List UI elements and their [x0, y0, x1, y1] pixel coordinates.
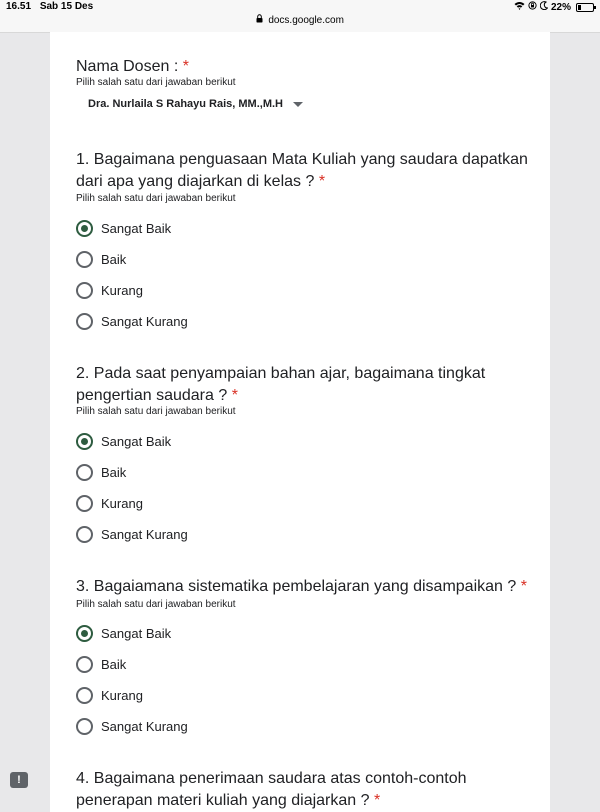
orientation-lock-icon	[528, 1, 537, 13]
q2-option-sangat-kurang[interactable]	[76, 524, 188, 544]
lecturer-title-text: Nama Dosen :	[76, 58, 179, 75]
url-bar[interactable]	[0, 14, 600, 33]
question-2-text: 2. Pada saat penyampaian bahan ajar, bagaimana tingkat pengertian saudara ?	[76, 365, 486, 404]
radio-button[interactable]	[76, 313, 93, 330]
q2-option-baik[interactable]	[76, 462, 126, 482]
question-4-text: 4. Bagaimana penerimaan saudara atas contoh-contoh penerapan materi kuliah yang diajarkan ?	[76, 770, 467, 809]
option-label: Sangat Kurang	[101, 526, 188, 542]
status-bar	[0, 0, 600, 14]
question-3-title	[76, 576, 531, 598]
status-right	[514, 1, 594, 13]
q1-option-sangat-baik[interactable]	[76, 218, 171, 238]
radio-button-checked[interactable]	[76, 433, 93, 450]
question-1-title	[76, 149, 531, 193]
question-1-text: 1. Bagaimana penguasaan Mata Kuliah yang saudara dapatkan dari apa yang diajarkan di kelas ?	[76, 151, 528, 190]
form-card	[50, 32, 550, 812]
q1-option-baik[interactable]	[76, 249, 126, 269]
radio-button-checked[interactable]	[76, 220, 93, 237]
radio-button[interactable]	[76, 718, 93, 735]
option-label: Sangat Baik	[101, 433, 172, 449]
status-time: 16.51	[6, 1, 32, 12]
lecturer-hint: Pilih salah satu dari jawaban berikut	[76, 77, 236, 88]
radio-button-checked[interactable]	[76, 625, 93, 642]
question-2-title	[76, 363, 531, 407]
option-label: Sangat Kurang	[101, 313, 188, 329]
feedback-icon[interactable]: !	[10, 772, 28, 788]
question-2-hint: Pilih salah satu dari jawaban berikut	[76, 406, 236, 417]
question-3-text: 3. Bagaiamana sistematika pembelajaran yang disampaikan ?	[76, 578, 517, 595]
radio-button[interactable]	[76, 687, 93, 704]
lock-icon	[256, 16, 265, 25]
battery-icon	[576, 3, 594, 12]
status-left	[6, 1, 99, 12]
option-label: Kurang	[101, 687, 143, 703]
radio-button[interactable]	[76, 495, 93, 512]
option-label: Kurang	[101, 495, 143, 511]
radio-button[interactable]	[76, 282, 93, 299]
moon-icon	[540, 1, 548, 13]
q3-option-sangat-baik[interactable]	[76, 623, 171, 643]
radio-button[interactable]	[76, 526, 93, 543]
lecturer-question-title	[76, 56, 531, 78]
status-date: Sab 15 Des	[39, 1, 94, 12]
lecturer-selected-value: Dra. Nurlaila S Rahayu Rais, MM.,M.H	[88, 98, 283, 110]
q2-option-kurang[interactable]	[76, 493, 143, 513]
url-text: docs.google.com	[268, 15, 344, 26]
required-mark: *	[373, 792, 381, 809]
q3-option-sangat-kurang[interactable]	[76, 716, 188, 736]
question-3-hint: Pilih salah satu dari jawaban berikut	[76, 599, 236, 610]
question-4-title	[76, 768, 531, 812]
chevron-down-icon	[293, 102, 303, 107]
option-label: Baik	[101, 251, 127, 267]
option-label: Sangat Kurang	[101, 718, 188, 734]
lecturer-dropdown[interactable]	[88, 98, 303, 110]
required-mark: *	[182, 58, 189, 75]
option-label: Sangat Baik	[101, 625, 172, 641]
q3-option-baik[interactable]	[76, 654, 126, 674]
option-label: Baik	[101, 464, 127, 480]
required-mark: *	[318, 173, 326, 190]
radio-button[interactable]	[76, 464, 93, 481]
option-label: Baik	[101, 656, 127, 672]
wifi-icon	[514, 1, 525, 13]
radio-button[interactable]	[76, 251, 93, 268]
q2-option-sangat-baik[interactable]	[76, 431, 171, 451]
radio-button[interactable]	[76, 656, 93, 673]
option-label: Kurang	[101, 282, 143, 298]
q1-option-sangat-kurang[interactable]	[76, 311, 188, 331]
question-1-hint: Pilih salah satu dari jawaban berikut	[76, 193, 236, 204]
q3-option-kurang[interactable]	[76, 685, 143, 705]
q1-option-kurang[interactable]	[76, 280, 143, 300]
battery-percent: 22%	[550, 1, 571, 13]
required-mark: *	[231, 387, 238, 404]
option-label: Sangat Baik	[101, 220, 172, 236]
required-mark: *	[520, 578, 527, 595]
